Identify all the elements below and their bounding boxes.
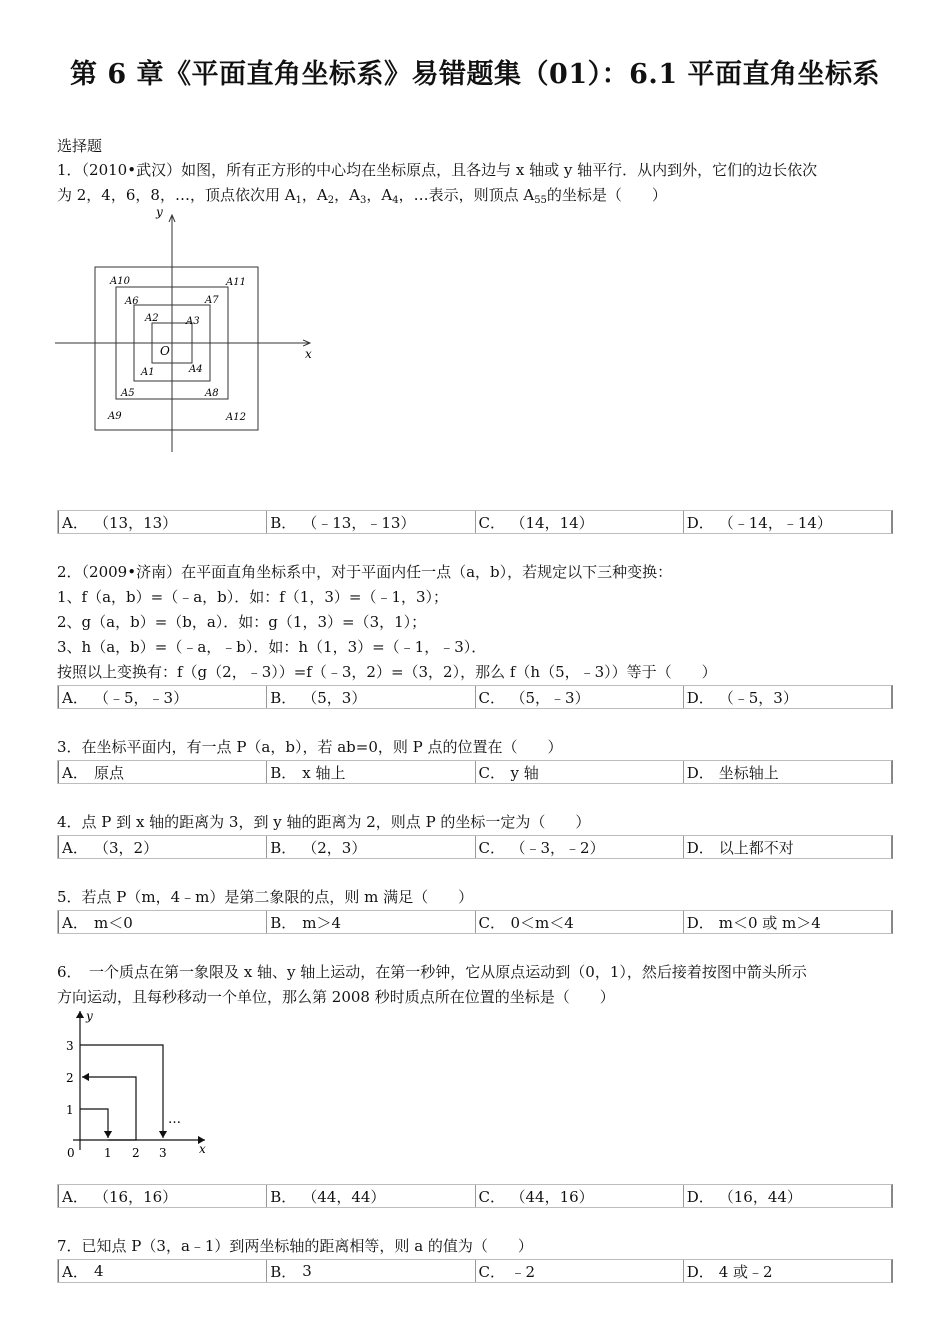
question-6-options bbox=[57, 1184, 893, 1208]
tick-label: 1 bbox=[104, 1146, 112, 1160]
option-d[interactable]: D． m＜0 或 m＞4 bbox=[683, 911, 891, 933]
option-c[interactable]: C． （5，﹣3） bbox=[475, 686, 683, 708]
question-2-line: 2．（2009•济南）在平面直角坐标系中，对于平面内任一点（a，b），若规定以下三种变换： bbox=[57, 563, 673, 581]
vertex-label: A4 bbox=[189, 364, 203, 375]
option-c[interactable]: C． （44，16） bbox=[475, 1185, 683, 1207]
option-a[interactable]: A． 4 bbox=[58, 1260, 266, 1282]
question-1-options bbox=[57, 510, 893, 534]
question-3 bbox=[57, 735, 897, 760]
question-7-text: 7．已知点 P（3，a﹣1）到两坐标轴的距离相等，则 a 的值为（ ） bbox=[57, 1237, 533, 1255]
option-b[interactable]: B． （2，3） bbox=[266, 836, 474, 858]
x-axis-label: x bbox=[199, 1142, 206, 1156]
question-2-line: 按照以上变换有：f（g（2，﹣3））=f（﹣3，2）=（3，2），那么 f（h（5，﹣3））等于（ ） bbox=[57, 663, 717, 681]
question-5 bbox=[57, 885, 897, 910]
tick-label: 0 bbox=[67, 1146, 75, 1160]
option-b[interactable]: B． （44，44） bbox=[266, 1185, 474, 1207]
option-a[interactable]: A． （16，16） bbox=[58, 1185, 266, 1207]
question-7-options bbox=[57, 1259, 893, 1283]
tick-label: 2 bbox=[66, 1071, 74, 1085]
question-2-line: 1、f（a，b）=（﹣a，b）．如：f（1，3）=（﹣1，3）； bbox=[57, 588, 449, 606]
option-d[interactable]: D． 4 或﹣2 bbox=[683, 1260, 891, 1282]
option-a[interactable]: A． m＜0 bbox=[58, 911, 266, 933]
y-axis-label: y bbox=[86, 1009, 93, 1023]
vertex-label: A12 bbox=[226, 412, 246, 423]
question-2-line: 3、h（a，b）=（﹣a，﹣b）．如：h（1，3）=（﹣1，﹣3）． bbox=[57, 638, 487, 656]
question-5-options bbox=[57, 910, 893, 934]
vertex-label: A11 bbox=[226, 277, 246, 288]
y-axis-label: y bbox=[156, 205, 163, 219]
option-c[interactable]: C． 0＜m＜4 bbox=[475, 911, 683, 933]
path-figure bbox=[55, 1005, 225, 1170]
square-4 bbox=[95, 267, 258, 430]
question-7 bbox=[57, 1234, 897, 1259]
option-d[interactable]: D． 坐标轴上 bbox=[683, 761, 891, 783]
option-b[interactable]: B． m＞4 bbox=[266, 911, 474, 933]
ellipsis: … bbox=[168, 1112, 181, 1127]
option-b[interactable]: B． 3 bbox=[266, 1260, 474, 1282]
option-d[interactable]: D． （16，44） bbox=[683, 1185, 891, 1207]
vertex-label: A7 bbox=[205, 295, 219, 306]
origin-label: O bbox=[160, 344, 170, 358]
option-a[interactable]: A． 原点 bbox=[58, 761, 266, 783]
option-a[interactable]: A． （3，2） bbox=[58, 836, 266, 858]
vertex-label: A1 bbox=[141, 367, 155, 378]
path-segment bbox=[80, 1109, 108, 1138]
vertex-label: A10 bbox=[110, 276, 130, 287]
question-6-line-1: 6． 一个质点在第一象限及 x 轴、y 轴上运动，在第一秒钟，它从原点运动到（0，1），然后接着按图中箭头所示 bbox=[57, 963, 807, 981]
question-1-line-1: 1．（2010•武汉）如图，所有正方形的中心均在坐标原点，且各边与 x 轴或 y 轴平行．从内到外，它们的边长依次 bbox=[57, 161, 818, 179]
squares-figure bbox=[50, 200, 330, 460]
option-a[interactable]: A． （﹣5，﹣3） bbox=[58, 686, 266, 708]
question-2 bbox=[57, 560, 897, 685]
vertex-label: A2 bbox=[145, 313, 159, 324]
option-a[interactable]: A． （13，13） bbox=[58, 511, 266, 533]
vertex-label: A5 bbox=[121, 388, 135, 399]
page-title: 第 6 章《平面直角坐标系》易错题集（01）：6.1 平面直角坐标系 bbox=[69, 59, 881, 90]
question-3-options bbox=[57, 760, 893, 784]
question-1-line-2: 为 2，4，6，8，…，顶点依次用 $A_1$，$A_2$，$A_3$，$A_4$，…表示，则顶点 $A_{55}$的坐标是（ ） bbox=[57, 186, 667, 206]
question-4 bbox=[57, 810, 897, 835]
question-4-options bbox=[57, 835, 893, 859]
tick-label: 1 bbox=[66, 1103, 74, 1117]
tick-label: 3 bbox=[66, 1039, 74, 1053]
option-d[interactable]: D． 以上都不对 bbox=[683, 836, 891, 858]
vertex-label: A3 bbox=[186, 316, 200, 327]
option-b[interactable]: B． x 轴上 bbox=[266, 761, 474, 783]
option-c[interactable]: C． （14，14） bbox=[475, 511, 683, 533]
question-5-text: 5．若点 P（m，4﹣m）是第二象限的点，则 m 满足（ ） bbox=[57, 888, 474, 906]
question-3-text: 3．在坐标平面内，有一点 P（a，b），若 ab=0，则 P 点的位置在（ ） bbox=[57, 738, 563, 756]
tick-label: 2 bbox=[132, 1146, 140, 1160]
section-heading: 选择题 bbox=[57, 137, 103, 155]
vertex-label: A9 bbox=[108, 411, 122, 422]
option-d[interactable]: D． （﹣14，﹣14） bbox=[683, 511, 891, 533]
option-b[interactable]: B． （﹣13，﹣13） bbox=[266, 511, 474, 533]
option-d[interactable]: D． （﹣5，3） bbox=[683, 686, 891, 708]
question-6 bbox=[57, 960, 897, 1010]
question-2-options bbox=[57, 685, 893, 709]
question-6-line-2: 方向运动，且每秒移动一个单位，那么第 2008 秒时质点所在位置的坐标是（ ） bbox=[57, 988, 615, 1006]
x-axis-label: x bbox=[305, 347, 312, 361]
option-c[interactable]: C． ﹣2 bbox=[475, 1260, 683, 1282]
vertex-label: A6 bbox=[125, 296, 139, 307]
option-c[interactable]: C． y 轴 bbox=[475, 761, 683, 783]
tick-label: 3 bbox=[159, 1146, 167, 1160]
option-b[interactable]: B． （5，3） bbox=[266, 686, 474, 708]
option-c[interactable]: C． （﹣3，﹣2） bbox=[475, 836, 683, 858]
question-2-line: 2、g（a，b）=（b，a）．如：g（1，3）=（3，1）； bbox=[57, 613, 427, 631]
question-4-text: 4．点 P 到 x 轴的距离为 3，到 y 轴的距离为 2，则点 P 的坐标一定为（ ） bbox=[57, 813, 591, 831]
vertex-label: A8 bbox=[205, 388, 219, 399]
path-segment bbox=[80, 1045, 163, 1138]
